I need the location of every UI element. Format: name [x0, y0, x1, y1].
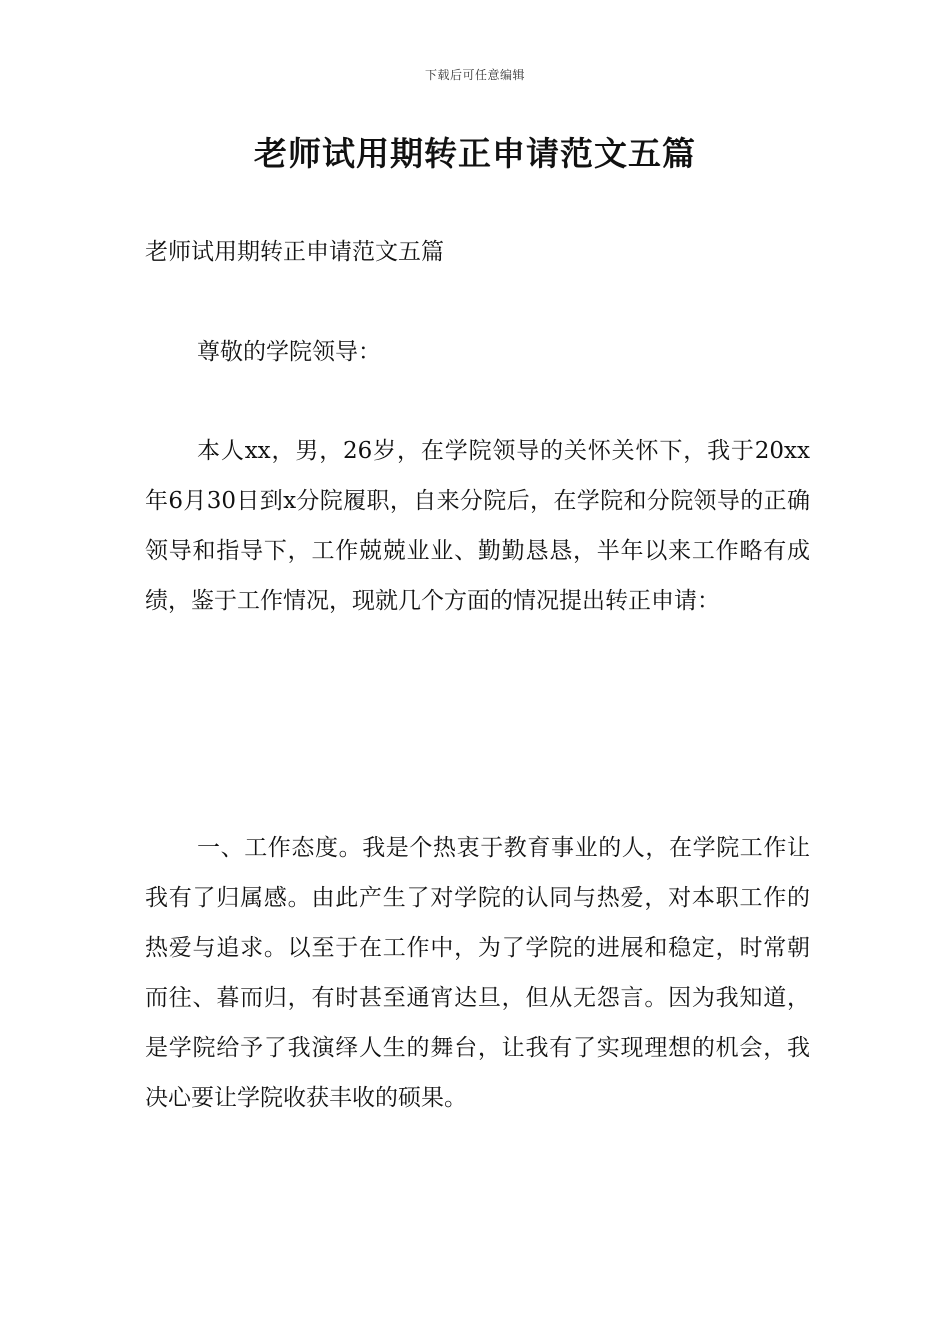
document-title: 老师试用期转正申请范文五篇 — [254, 134, 696, 173]
paragraph-intro: 本人xx，男，26岁，在学院领导的关怀关怀下，我于20xx年6月30日到x分院履职，自来分院后，在学院和分院领导的正确领导和指导下，工作兢兢业业、勤勤恳恳，半年以来工作略有成绩，鉴于工作情况，现就几个方面的情况提出转正申请： — [145, 438, 810, 614]
header-note: 下载后可任意编辑 — [424, 68, 525, 82]
document-subtitle: 老师试用期转正申请范文五篇 — [145, 239, 444, 265]
paragraph-work-attitude: 一、工作态度。我是个热衷于教育事业的人，在学院工作让我有了归属感。由此产生了对学院的认同与热爱，对本职工作的热爱与追求。以至于在工作中，为了学院的进展和稳定，时常朝而往、暮而归，有时甚至通宵达旦，但从无怨言。因为我知道，是学院给予了我演绎人生的舞台，让我有了实现理想的机会，我决心要让学院收获丰收的硕果。 — [145, 835, 810, 1111]
salutation: 尊敬的学院领导： — [197, 339, 381, 365]
